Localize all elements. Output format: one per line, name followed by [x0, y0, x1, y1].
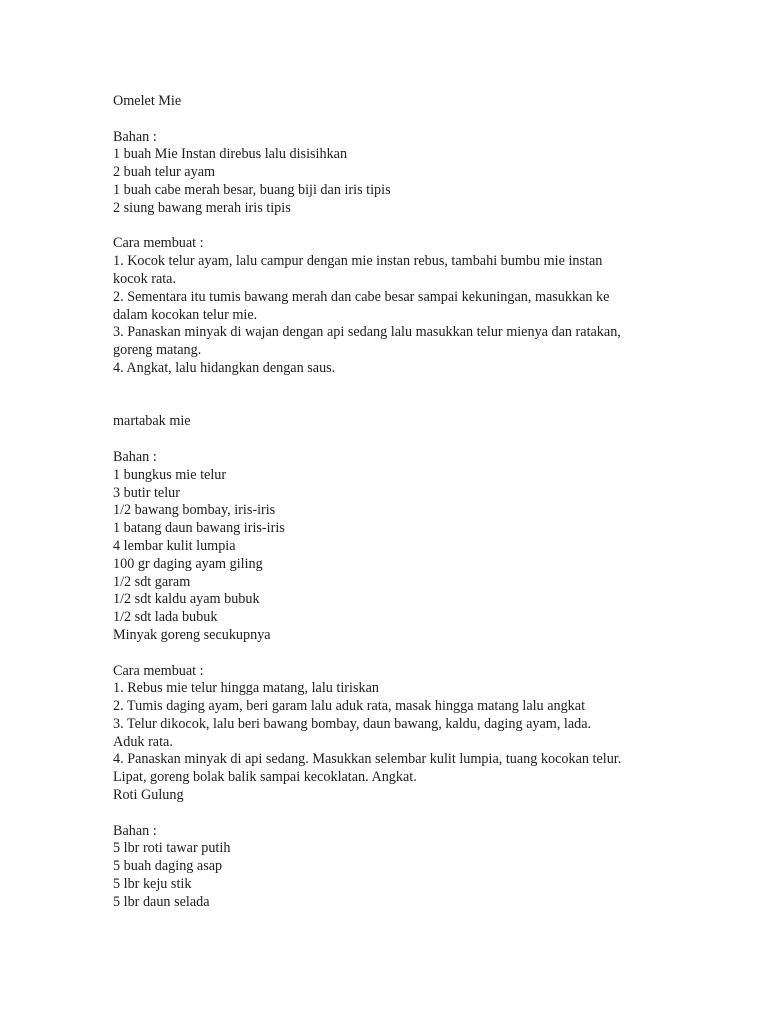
spacer: [113, 111, 673, 129]
step-line: 1. Kocok telur ayam, lalu campur dengan mie instan rebus, tambahi bumbu mie instan: [113, 253, 603, 270]
steps-label: Cara membuat :: [113, 235, 204, 252]
step-line: Lipat, goreng bolak balik sampai kecoklatan. Angkat.: [113, 769, 417, 786]
ingredient-line: 4 lembar kulit lumpia: [113, 537, 236, 554]
step-line: Aduk rata.: [113, 733, 173, 750]
ingredient-line: 100 gr daging ayam giling: [113, 555, 263, 572]
recipe-title: Roti Gulung: [113, 787, 184, 804]
ingredient-line: 1/2 sdt lada bubuk: [113, 609, 218, 626]
document-page: [113, 93, 673, 912]
ingredient-line: 5 buah daging asap: [113, 858, 223, 875]
ingredient-line: 5 lbr roti tawar putih: [113, 840, 231, 857]
step-line: kocok rata.: [113, 270, 177, 287]
ingredients-label: Bahan :: [113, 822, 157, 839]
ingredient-line: 1 bungkus mie telur: [113, 466, 227, 483]
ingredient-line: Minyak goreng secukupnya: [113, 626, 271, 643]
ingredient-line: 3 butir telur: [113, 484, 180, 501]
spacer: [113, 378, 673, 414]
ingredient-line: 1 buah Mie Instan direbus lalu disisihkan: [113, 146, 348, 163]
recipe-title: Omelet Mie: [113, 93, 182, 109]
step-line: goreng matang.: [113, 342, 202, 359]
ingredient-line: 1/2 sdt garam: [113, 573, 191, 590]
spacer: [113, 431, 673, 449]
step-line: 3. Telur dikocok, lalu beri bawang bombay, daun bawang, kaldu, daging ayam, lada.: [113, 715, 592, 732]
spacer: [113, 805, 673, 823]
recipe-title: martabak mie: [113, 413, 191, 430]
ingredient-line: 1 batang daun bawang iris-iris: [113, 520, 285, 537]
steps-label: Cara membuat :: [113, 662, 204, 679]
step-line: 2. Sementara itu tumis bawang merah dan cabe besar sampai kekuningan, masukkan ke: [113, 288, 610, 305]
ingredient-line: 5 lbr keju stik: [113, 876, 192, 893]
step-line: 4. Angkat, lalu hidangkan dengan saus.: [113, 359, 336, 376]
ingredients-label: Bahan :: [113, 448, 157, 465]
ingredient-line: 2 buah telur ayam: [113, 164, 216, 181]
step-line: 1. Rebus mie telur hingga matang, lalu tiriskan: [113, 680, 379, 697]
ingredient-line: 2 siung bawang merah iris tipis: [113, 199, 291, 216]
ingredient-line: 5 lbr daun selada: [113, 893, 210, 910]
ingredient-line: 1 buah cabe merah besar, buang biji dan iris tipis: [113, 181, 391, 198]
step-line: 4. Panaskan minyak di api sedang. Masukkan selembar kulit lumpia, tuang kocokan telur.: [113, 751, 622, 768]
ingredient-line: 1/2 bawang bombay, iris-iris: [113, 502, 276, 519]
step-line: dalam kocokan telur mie.: [113, 306, 258, 323]
ingredients-label: Bahan :: [113, 128, 157, 145]
ingredient-line: 1/2 sdt kaldu ayam bubuk: [113, 591, 260, 608]
spacer: [113, 218, 673, 236]
spacer: [113, 645, 673, 663]
step-line: 3. Panaskan minyak di wajan dengan api sedang lalu masukkan telur mienya dan ratakan,: [113, 324, 621, 341]
step-line: 2. Tumis daging ayam, beri garam lalu aduk rata, masak hingga matang lalu angkat: [113, 698, 586, 715]
